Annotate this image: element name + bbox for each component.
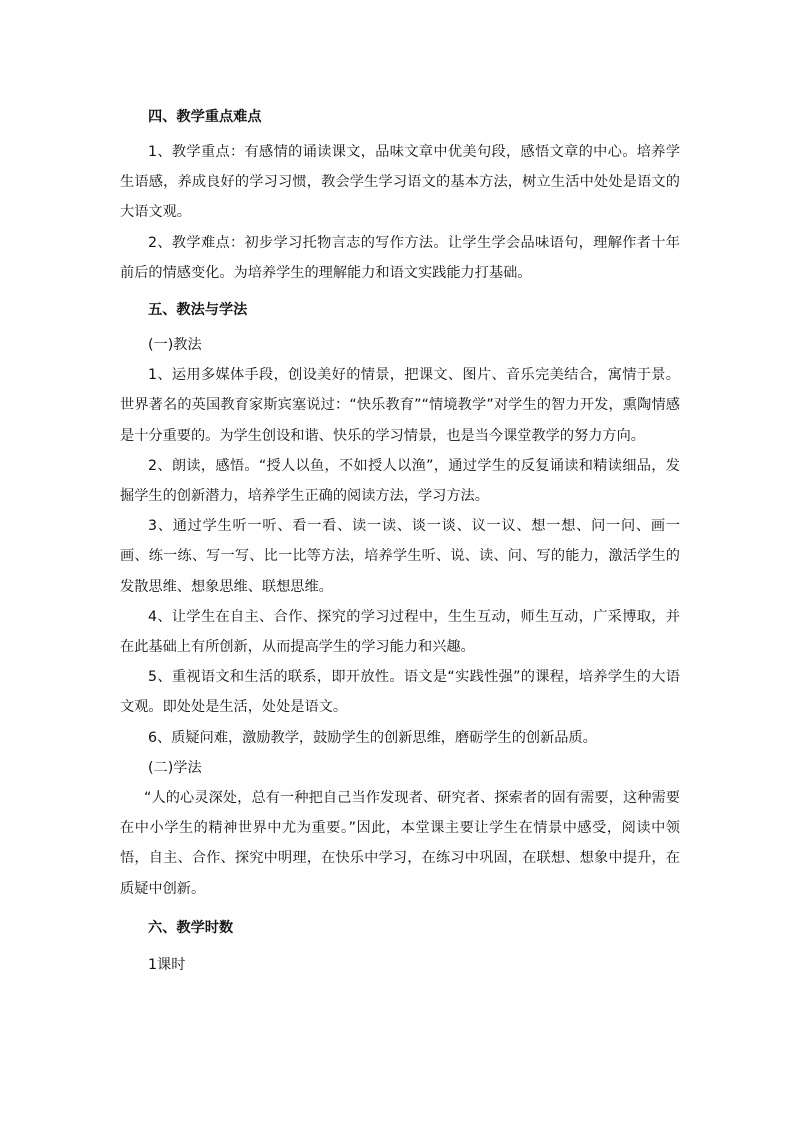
class-hours-value: 1课时 <box>148 956 186 973</box>
document-body <box>120 104 680 980</box>
method-item: 2、朗读，感悟。“授人以鱼，不如授人以渔”，通过学生的反复诵读和精读细品，发掘学生的创新潜力，培养学生正确的阅读方法，学习方法。 <box>120 457 680 505</box>
section-heading-methods: 五、教法与学法 <box>148 302 248 319</box>
method-item: 6、质疑问难，激励教学，鼓励学生的创新思维，磨砺学生的创新品质。 <box>148 729 597 746</box>
method-item: 5、重视语文和生活的联系，即开放性。语文是“实践性强”的课程，培养学生的大语文观。即处处是生活，处处是语文。 <box>120 669 680 716</box>
section-heading-key-points: 四、教学重点难点 <box>148 109 262 125</box>
paragraph-teaching-focus: 1、教学重点：有感情的诵读课文，品味文章中优美句段，感悟文章的中心。培养学生语感，养成良好的学习习惯，教会学生学习语文的基本方法，树立生活中处处是语文的大语文观。 <box>120 144 680 221</box>
paragraph-teaching-difficulty: 2、教学难点：初步学习托物言志的写作方法。让学生学会品味语句，理解作者十年前后的情感变化。为培养学生的理解能力和语文实践能力打基础。 <box>120 234 680 281</box>
method-item: 3、通过学生听一听、看一看、读一读、谈一谈、议一议、想一想、问一问、画一画、练一练、写一写、比一比等方法，培养学生听、说、读、问、写的能力，激活学生的发散思维、想象思维、联想思维。 <box>120 518 680 595</box>
section-heading-class-hours: 六、教学时数 <box>148 919 234 936</box>
subheading-study-method: (二)学法 <box>148 759 202 776</box>
method-item: 4、让学生在自主、合作、探究的学习过程中，生生互动，师生互动，广采博取，并在此基础上有所创新，从而提高学生的学习能力和兴趣。 <box>120 608 680 656</box>
paragraph-study-method: “人的心灵深处，总有一种把自己当作发现者、研究者、探索者的固有需要，这种需要在中小学生的精神世界中尤为重要。”因此，本堂课主要让学生在情景中感受，阅读中领悟，自主、合作、探究中明理，在快乐中学习，在练习中巩固，在联想、想象中提升，在质疑中创新。 <box>120 790 680 897</box>
method-item: 1、运用多媒体手段，创设美好的情景，把课文、图片、音乐完美结合，寓情于景。世界著名的英国教育家斯宾塞说过：“快乐教育”“情境教学”对学生的智力开发，熏陶情感是十分重要的。为学生创设和谐、快乐的学习情景，也是当今课堂教学的努力方向。 <box>120 367 680 444</box>
subheading-teaching-method: (一)教法 <box>148 337 202 354</box>
